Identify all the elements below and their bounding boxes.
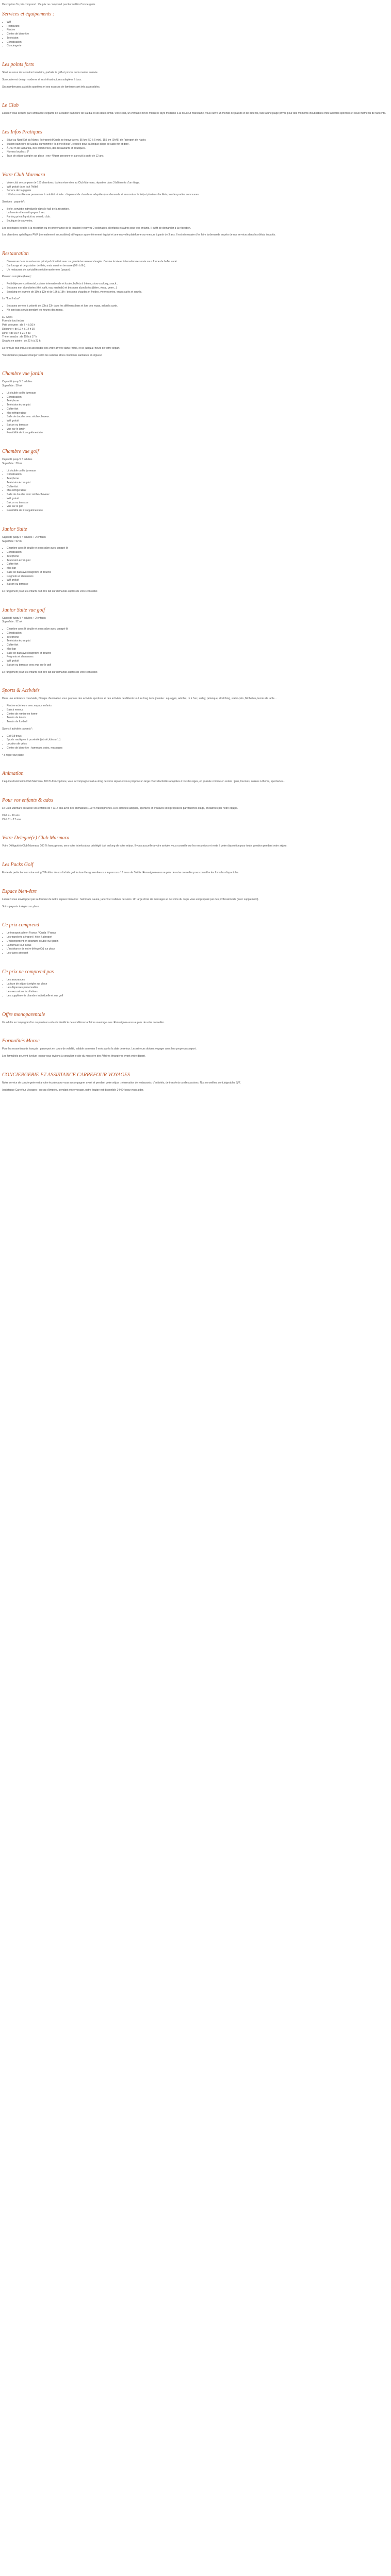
- section: [2, 969, 389, 998]
- section: [2, 316, 389, 358]
- list-item: • À 700 m de la marina, des commerces, des restaurants et boutiques.: [7, 147, 389, 151]
- paragraph: Pension complète (base) :: [2, 275, 32, 279]
- list-item: • Wifi gratuit dans tout l'hôtel.: [7, 185, 389, 190]
- list-item: • Conciergerie: [7, 44, 389, 48]
- list-item: • Les assurances: [7, 978, 389, 982]
- section: [2, 688, 389, 757]
- section: [2, 889, 389, 909]
- list-item: • Salle de bain avec baignoire et douche: [7, 571, 389, 575]
- list-item: • Les excursions facultatives: [7, 990, 389, 994]
- paragraph: Envie de perfectionner votre swing ? Profitez de nos forfaits golf incluant les green-fees sur le parcours 18 trous de Saïdia. Renseignez-vous auprès de votre conseiller pour connaître les formules disponibles.: [2, 871, 239, 874]
- bullet-list: [2, 628, 389, 668]
- list-item: • Vue sur le golf: [7, 505, 389, 509]
- section-title: Junior Suite: [2, 526, 27, 532]
- bullet-list: [2, 978, 389, 998]
- list-item: • Restaurant: [7, 25, 389, 29]
- paragraph: Dans une ambiance conviviale, l'équipe d'animation vous propose des activités sportives et des activités de détente tout au long de la journée : aquagym, aérobic, tir à l'arc, volley, pétanque, stretching, water-polo, fléchettes, tennis de table...: [2, 697, 276, 701]
- list-item: • Balcon ou terrasse avec vue sur le golf: [7, 664, 389, 668]
- list-item: • Terrain de tennis: [7, 716, 389, 720]
- section-title: Formalités Maroc: [2, 1038, 40, 1044]
- list-item: • Balcon ou terrasse: [7, 501, 389, 505]
- section: [2, 771, 389, 784]
- section-title: Sports & Activités: [2, 688, 40, 694]
- paragraph: Son cadre est design moderne et ses infrastructures adaptées à tous.: [2, 78, 82, 81]
- list-item: • Golf 18 trous: [7, 735, 389, 739]
- list-item: • Peignoirs et chaussons: [7, 655, 389, 659]
- section: [2, 11, 389, 48]
- bullet-list: [2, 392, 389, 435]
- list-item: • Wifi gratuit: [7, 579, 389, 583]
- section: [2, 922, 389, 956]
- list-item: • Télévision écran plat: [7, 403, 389, 408]
- section-title: Les Infos Pratiques: [2, 129, 42, 135]
- paragraph: Assistance Carrefour Voyages : en cas d'imprévu pendant votre voyage, notre équipe est disponible 24h/24 pour vous aider.: [2, 1088, 144, 1092]
- paragraph: Ses nombreuses activités sportives et ses espaces de farniente sont très accessibles.: [2, 85, 101, 89]
- list-item: • L'hébergement en chambre double vue jardin: [7, 940, 389, 944]
- list-item: • Mini-réfrigérateur: [7, 489, 389, 493]
- list-item: • Les transferts aéroport / hôtel / aéroport: [7, 936, 389, 940]
- paragraph: * à régler sur place: [2, 753, 24, 757]
- section-title: Ce prix comprend: [2, 922, 39, 928]
- list-item: • Lit double ou lits jumeaux: [7, 469, 389, 473]
- bullet-list: [2, 139, 389, 159]
- paragraph: Situé au cœur de la station balnéaire, parfaite le golf et proche de la marina animée.: [2, 71, 99, 74]
- list-item: • Piscine extérieure avec espace enfants: [7, 704, 389, 708]
- list-item: • Hôtel accessible aux personnes à mobilité réduite : disposant de chambres adaptées (sur demande et en nombre limité) et plusieurs facilités pour les parties communes.: [7, 193, 389, 197]
- list-item: • Les dépenses personnelles: [7, 986, 389, 990]
- list-item: • Climatisation: [7, 473, 389, 477]
- list-item: • Coffre-fort: [7, 485, 389, 489]
- list-item: • Un restaurant de spécialités méditerranéennes (payant).: [7, 268, 389, 273]
- list-item: • Peignoirs et chaussons: [7, 575, 389, 579]
- section-title: Services et équipements :: [2, 11, 55, 17]
- list-item: • Climatisation: [7, 632, 389, 636]
- list-item: • Votre club se compose de 150 chambres, toutes réservées au Club Marmara, réparties dans 3 bâtiments d'un étage.: [7, 181, 389, 185]
- paragraph: Les chambres spécifiques PMR (normalement accessibles) et l'espace spa entièrement équipé et une nouvelle plateforme sur-mesure à partir de 3 ans. Il est nécessaire d'en faire la demande auprès de nos services dans les délais impartis.: [2, 233, 276, 237]
- list-item: • Téléphone: [7, 636, 389, 640]
- list-item: • Possibilité de lit supplémentaire: [7, 431, 389, 435]
- paragraph: Capacité jusqu'à 3 adultes Superficie : 30 m²: [2, 458, 32, 465]
- bullet-list: [2, 208, 389, 224]
- section-title: Les points forts: [2, 62, 34, 67]
- list-item: • La formule tout inclus: [7, 944, 389, 948]
- section: [2, 527, 389, 594]
- tabs-text: Description Ce prix comprend : Ce prix ne comprend pas Formalités Conciergerie: [2, 3, 95, 6]
- list-item: • Wifi gratuit: [7, 419, 389, 423]
- section: [2, 1012, 389, 1025]
- list-item: • Balcon ou terrasse: [7, 423, 389, 428]
- section-title: Chambre vue golf: [2, 449, 39, 454]
- paragraph: Capacité jusqu'à 3 adultes Superficie : 30 m²: [2, 380, 32, 387]
- paragraph: LE TARIF Formule tout inclus Petit déjeuner : de 7 h à 10 h Déjeuner : de 12 h à 14 h 30 Dîner : de 19 h à 21 h 30 Thé et snacks : de 15 h à 17 h Snacks en soirée : de 22 h à 23 h: [2, 315, 41, 343]
- list-item: • Climatisation: [7, 551, 389, 555]
- paragraph: Les formalités peuvent évoluer : nous vous invitons à consulter le site du ministère des Affaires étrangères avant votre départ.: [2, 1055, 146, 1058]
- section-title: CONCIERGERIE ET ASSISTANCE CARREFOUR VOYAGES: [2, 1072, 130, 1078]
- list-item: • La taxe de séjour à régler sur place: [7, 982, 389, 987]
- paragraph: Services : payants*:: [2, 200, 25, 204]
- bullet-list: [2, 547, 389, 587]
- paragraph: Sports / activités payants* :: [2, 727, 34, 731]
- list-item: • Bar lounge et dégustation de thés, mais aussi en terrasse (20h à 0h).: [7, 264, 389, 268]
- bullet-list: [2, 469, 389, 513]
- section: [2, 449, 389, 513]
- section: [2, 798, 389, 822]
- bullet-list: [2, 704, 389, 724]
- list-item: • Bienvenue dans le restaurant principal climatisé avec sa grande terrasse ombragée. Cuisine locale et internationale servie sous forme de buffet varié.: [7, 260, 389, 264]
- list-item: • Possibilité de lit supplémentaire: [7, 509, 389, 513]
- paragraph: L'équipe d'animation Club Marmara, 100 % francophone, vous accompagne tout au long de votre séjour et vous propose un large choix d'activités adaptées à tous les âges, en journée comme en soirée : jeux, tournois, soirées à thème, spectacles...: [2, 780, 285, 784]
- list-item: • Ne sont pas servis pendant les heures des repas.: [7, 309, 389, 313]
- list-item: • Centre de remise en forme: [7, 713, 389, 717]
- list-item: • Boissons servies à volonté de 10h à 23h dans les différents bars et lors des repas, selon la carte.: [7, 304, 389, 309]
- list-item: • Coffre-fort: [7, 563, 389, 567]
- bullet-list: [2, 282, 389, 294]
- list-item: • Sports nautiques à proximité (jet-ski, kitesurf...): [7, 738, 389, 742]
- list-item: • L'assistance de notre délégué(e) sur place: [7, 947, 389, 952]
- paragraph: Le "Tout Inclus" :: [2, 297, 22, 301]
- list-item: • Centre de bien-être: [7, 32, 389, 37]
- list-item: • Mini-bar: [7, 648, 389, 652]
- list-item: • Situé au Nord-Est du Maroc, l'aéroport d'Oujda se trouve à env. 55 km (50 à 6 min), 155 km (2h45) de l'aéroport de Nador.: [7, 139, 389, 143]
- list-item: • Petit déjeuner continental, cuisine internationale et locale, buffets à thème, show cooking, snack...: [7, 282, 389, 286]
- list-item: • Chambre avec lit double et coin salon avec canapé-lit: [7, 628, 389, 632]
- section-title: Les Packs Golf: [2, 862, 34, 868]
- list-item: • Centre de bien-être : hammam, soins, massages: [7, 747, 389, 751]
- list-item: • Terrain de football: [7, 720, 389, 724]
- section-title: Junior Suite vue golf: [2, 607, 45, 613]
- section-title: Offre monoparentale: [2, 1011, 45, 1018]
- paragraph: Le rangement pour les enfants doit être fait sur demande auprès de votre conseiller.: [2, 670, 98, 674]
- list-item: • Lit double ou lits jumeaux: [7, 392, 389, 396]
- section-title: Ce prix ne comprend pas: [2, 969, 54, 975]
- paragraph: Capacité jusqu'à 4 adultes + 2 enfants Superficie : 52 m²: [2, 535, 46, 543]
- section-title: Chambre vue jardin: [2, 371, 43, 377]
- list-item: • Coffre-fort: [7, 643, 389, 648]
- section: [2, 129, 389, 159]
- section: [2, 371, 389, 435]
- bullet-list: [2, 260, 389, 272]
- section: [2, 172, 389, 238]
- list-item: • Bain à remous: [7, 708, 389, 713]
- paragraph: Les coloriages (réglés à la réception ou en provenance de la location) recevrez 2 coloriages, d'enfants et autres pour vos enfants. Il suffit de demander à la réception.: [2, 226, 191, 230]
- list-item: • Taxe de séjour à régler sur place : env. 40 par personne et par nuit à partir de 12 ans.: [7, 155, 389, 159]
- list-item: • Boutique de souvenirs.: [7, 219, 389, 224]
- paragraph: Laissez-vous séduire par l'ambiance élégante de la station balnéaire de Saïdia et ses deux climat. Votre club, un véritable havre mêlant le style moderne à la douceur marocaine, vous ouvre un monde de plaisirs et de détente, face à une plage privée pour des moments inoubliables entre activités sportives et doux moments de farniente.: [2, 112, 386, 115]
- paragraph: Votre Délégué(e) Club Marmara, 100 % francophone, sera votre interlocuteur privilégié tout au long de votre séjour. Il vous accueille à votre arrivée, vous conseille sur les excursions et reste à votre disposition pour toute question pendant votre séjour.: [2, 844, 287, 848]
- list-item: • Wifi: [7, 21, 389, 25]
- section-title: Animation: [2, 771, 24, 777]
- list-item: • Wifi gratuit: [7, 659, 389, 664]
- list-item: • Vue sur le jardin: [7, 428, 389, 432]
- list-item: • Les suppléments chambre individuelle et vue golf: [7, 994, 389, 998]
- list-item: • Parking privatif gratuit au sein du club.: [7, 215, 389, 219]
- list-item: • Salle de douche avec sèche-cheveux: [7, 493, 389, 497]
- list-item: • Le transport aérien France / Oujda / France: [7, 931, 389, 936]
- paragraph: La formule tout inclus est accessible dès votre arrivée dans l'hôtel, et ce jusqu'à l'heure de votre départ.: [2, 346, 120, 350]
- section: [2, 835, 389, 849]
- list-item: • Boîte, serviette individuelle dans le hall de la réception.: [7, 208, 389, 212]
- bullet-list: [2, 304, 389, 313]
- list-item: • Normes locales : 5*: [7, 150, 389, 155]
- paragraph: *Ces horaires peuvent changer selon les saisons et les conditions sanitaires en vigueur.: [2, 353, 103, 357]
- bullet-list: [2, 931, 389, 956]
- list-item: • Salle de douche avec sèche-cheveux: [7, 415, 389, 419]
- list-item: • Station balnéaire de Saïdia, surnommée "la perle Bleue", réputée pour sa longue plage de sable fin et doré.: [7, 143, 389, 147]
- list-item: • Mini-réfrigérateur: [7, 412, 389, 416]
- paragraph: Soins payants à régler sur place.: [2, 905, 40, 908]
- list-item: • Télévision écran plat: [7, 481, 389, 485]
- section: [2, 607, 389, 675]
- section: [2, 862, 389, 875]
- list-item: • Service de bagagerie: [7, 189, 389, 193]
- list-item: • Location de vélos: [7, 742, 389, 747]
- paragraph: Le Club Marmara accueille vos enfants de 4 à 17 ans avec des animateurs 100 % francophones. Des activités ludiques, sportives et créatives sont proposées par tranches d'âge, encadrées par notre équipe.: [2, 807, 238, 810]
- paragraph: Notre service de conciergerie est à votre écoute pour vous accompagner avant et pendant votre séjour : réservation de restaurants, d'activités, de transferts ou d'excursions. Nos conseillers sont joignables 7j/7.: [2, 1081, 241, 1084]
- section: [2, 1072, 389, 1093]
- list-item: • Boissons non alcoolisées (thé, café, eau minérale) et boissons alcoolisées (bière, vin au verre...): [7, 286, 389, 291]
- bullet-list: [2, 181, 389, 197]
- paragraph: Capacité jusqu'à 4 adultes + 2 enfants Superficie : 52 m²: [2, 616, 46, 624]
- paragraph: Club 4 - 10 ans Club 11 - 17 ans: [2, 814, 21, 821]
- list-item: • Mini-bar: [7, 567, 389, 571]
- list-item: • La laverie et les nettoyages à sec.: [7, 211, 389, 215]
- paragraph: Le rangement pour les enfants doit être fait sur demande auprès de votre conseiller.: [2, 589, 98, 593]
- section-title: Pour vos enfants & ados: [2, 798, 53, 803]
- list-item: • Coffre-fort: [7, 408, 389, 412]
- paragraph: Laissez-vous envelopper par la douceur de notre espace bien-être : hammam, sauna, jacuzzi et cabines de soins. Un large choix de massages et de soins du corps vous est proposé par des professionnels (avec supplément).: [2, 897, 259, 901]
- description-content: [2, 11, 389, 1093]
- product-description: [0, 0, 391, 1116]
- section-title: Le Club: [2, 103, 19, 109]
- list-item: • Climatisation: [7, 41, 389, 45]
- list-item: • Chambre avec lit double et coin salon avec canapé-lit: [7, 547, 389, 551]
- list-item: • Les taxes aéroport: [7, 952, 389, 956]
- bullet-list: [2, 735, 389, 751]
- list-item: • Balcon ou terrasse: [7, 583, 389, 587]
- section: [2, 62, 389, 89]
- section: [2, 251, 389, 313]
- section-title: Restauration: [2, 251, 29, 257]
- section-title: Votre Club Marmara: [2, 172, 45, 178]
- section-title: Espace bien-être: [2, 888, 37, 894]
- section-title: Votre Delegué(e) Club Marmara: [2, 835, 70, 841]
- list-item: • Salle de bain avec baignoire et douche: [7, 652, 389, 656]
- list-item: • Snacking en journée de 10h à 12h et de 15h à 18h : boissons chaudes et froides, viennoiseries, encas salés et sucrés.: [7, 291, 389, 295]
- paragraph: Un adulte accompagné d'un ou plusieurs enfants bénéficie de conditions tarifaires avantageuses. Renseignez-vous auprès de votre conseiller.: [2, 1021, 165, 1024]
- list-item: • Télévision écran plat: [7, 639, 389, 643]
- bullet-list: [2, 21, 389, 48]
- list-item: • Piscine: [7, 28, 389, 32]
- section: [2, 103, 389, 116]
- list-item: • Wifi gratuit: [7, 497, 389, 501]
- list-item: • Climatisation: [7, 396, 389, 400]
- list-item: • Téléphone: [7, 399, 389, 403]
- list-item: • Téléphone: [7, 477, 389, 481]
- section: [2, 1038, 389, 1059]
- list-item: • Télévision: [7, 37, 389, 41]
- paragraph: Pour les ressortissants français : passeport en cours de validité, valable au moins 6 mois après la date de retour. Les mineurs doivent voyager avec leur propre passeport.: [2, 1047, 197, 1051]
- list-item: • Téléphone: [7, 555, 389, 559]
- list-item: • Télévision écran plat: [7, 559, 389, 563]
